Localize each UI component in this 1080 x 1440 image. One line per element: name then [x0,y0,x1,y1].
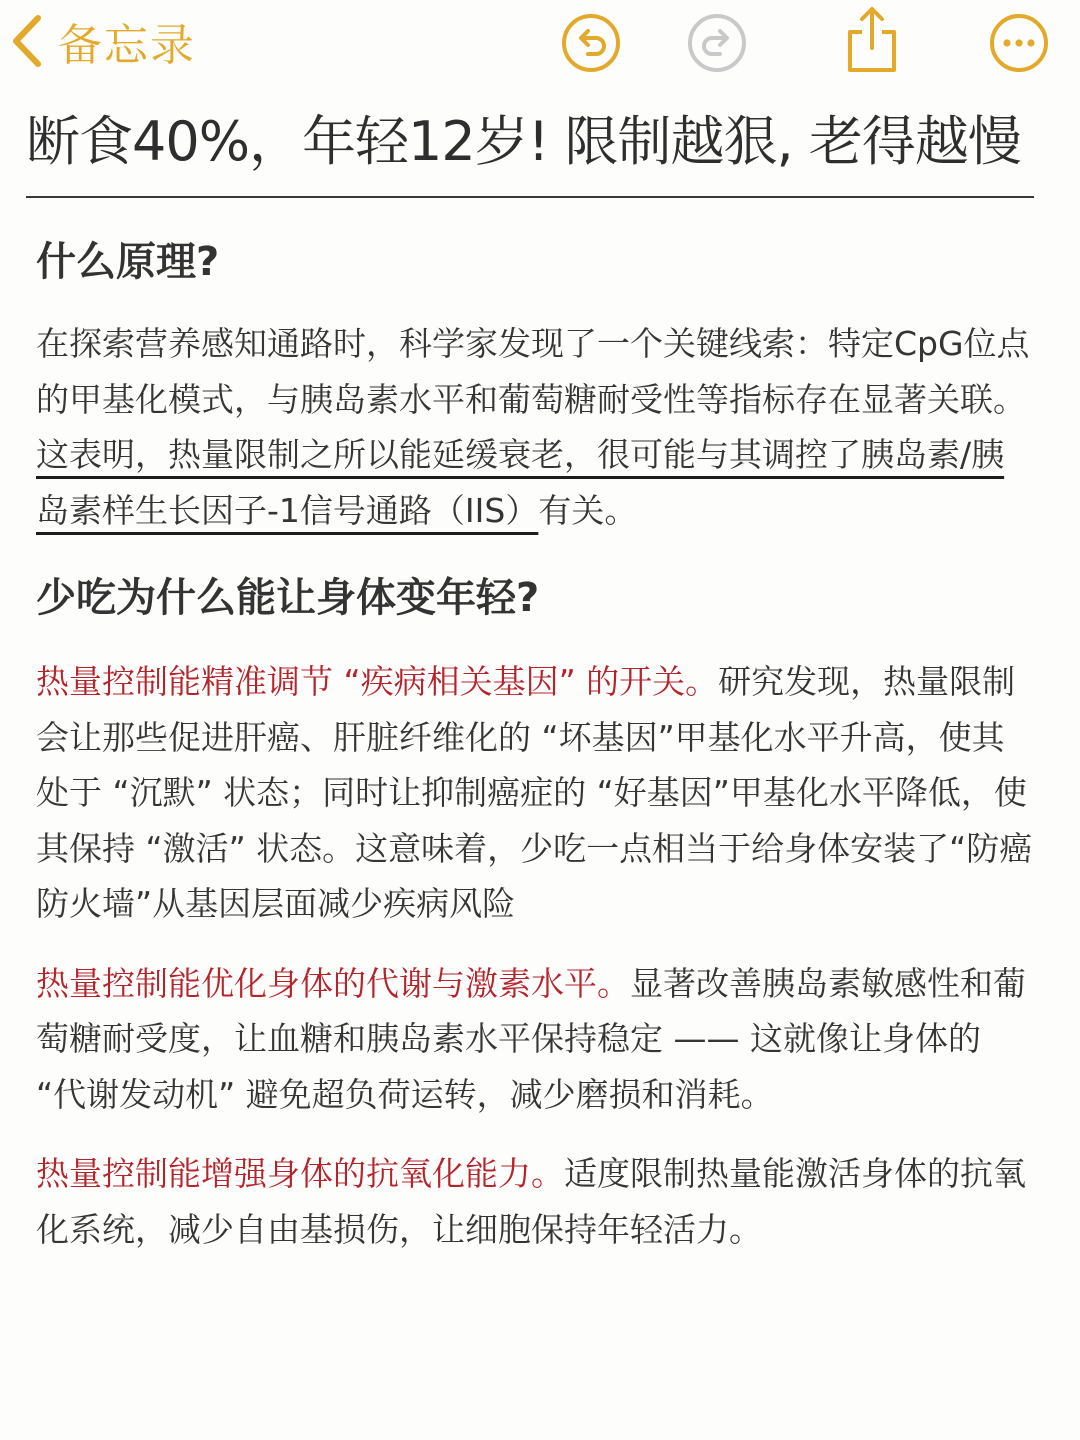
chevron-left-icon [10,14,44,68]
section-heading-why: 少吃为什么能让身体变年轻? [36,575,540,621]
more-icon [988,12,1050,74]
body-text: 适度限制热量能激活身体的抗氧化系统，减少自由基损伤，让细胞保持年轻活力。 [36,1154,1026,1249]
paragraph-point-2 [36,956,1036,1123]
notes-toolbar [0,0,1080,86]
more-button[interactable] [988,12,1050,74]
redo-button[interactable] [686,12,748,74]
share-icon [840,4,904,74]
note-body[interactable] [36,226,1036,1257]
share-button[interactable] [840,4,904,74]
back-button[interactable] [10,8,196,74]
body-text: 显著改善胰岛素敏感性和葡萄糖耐受度，让血糖和胰岛素水平保持稳定 —— 这就像让身体的 “代谢发动机” 避免超负荷运转，减少磨损和消耗。 [36,963,1026,1114]
paragraph-tail-text: 有关。 [538,490,638,530]
paragraph-plain-text: 在探索营养感知通路时，科学家发现了一个关键线索：特定CpG位点的甲基化模式，与胰岛素水平和葡萄糖耐受性等指标存在显著关联。 [36,324,1030,419]
back-label: 备忘录 [58,20,196,71]
highlight-text: 热量控制能增强身体的抗氧化能力。 [36,1154,564,1193]
underlined-text: 这表明，热量限制之所以能延缓衰老，很可能与其调控了胰岛素/胰岛素样生长因子-1信号通路（IIS） [36,435,1005,530]
paragraph-principle [36,316,1036,538]
note-title: 断食40%，年轻12岁! 限制越狠, 老得越慢 [26,110,1021,173]
highlight-text: 热量控制能优化身体的代谢与激素水平。 [36,963,630,1003]
body-text: 研究发现，热量限制会让那些促进肝癌、肝脏纤维化的 “坏基因”甲基化水平升高，使其处于 “沉默” 状态；同时让抑制癌症的 “好基因”甲基化水平降低，使其保持 “激活” 状态。这意味着，少吃一点相当于给身体安装了“防癌防火墙”从基因层面减少疾病风险 [36,662,1033,923]
paragraph-point-1 [36,654,1036,932]
paragraph-point-3 [36,1146,1036,1257]
highlight-text: 热量控制能精准调节 “疾病相关基因” 的开关。 [36,662,719,701]
undo-button[interactable] [560,12,622,74]
section-heading-principle: 什么原理? [36,239,220,285]
redo-icon [686,12,748,74]
note-title-area[interactable] [26,100,1034,198]
undo-icon [560,12,622,74]
